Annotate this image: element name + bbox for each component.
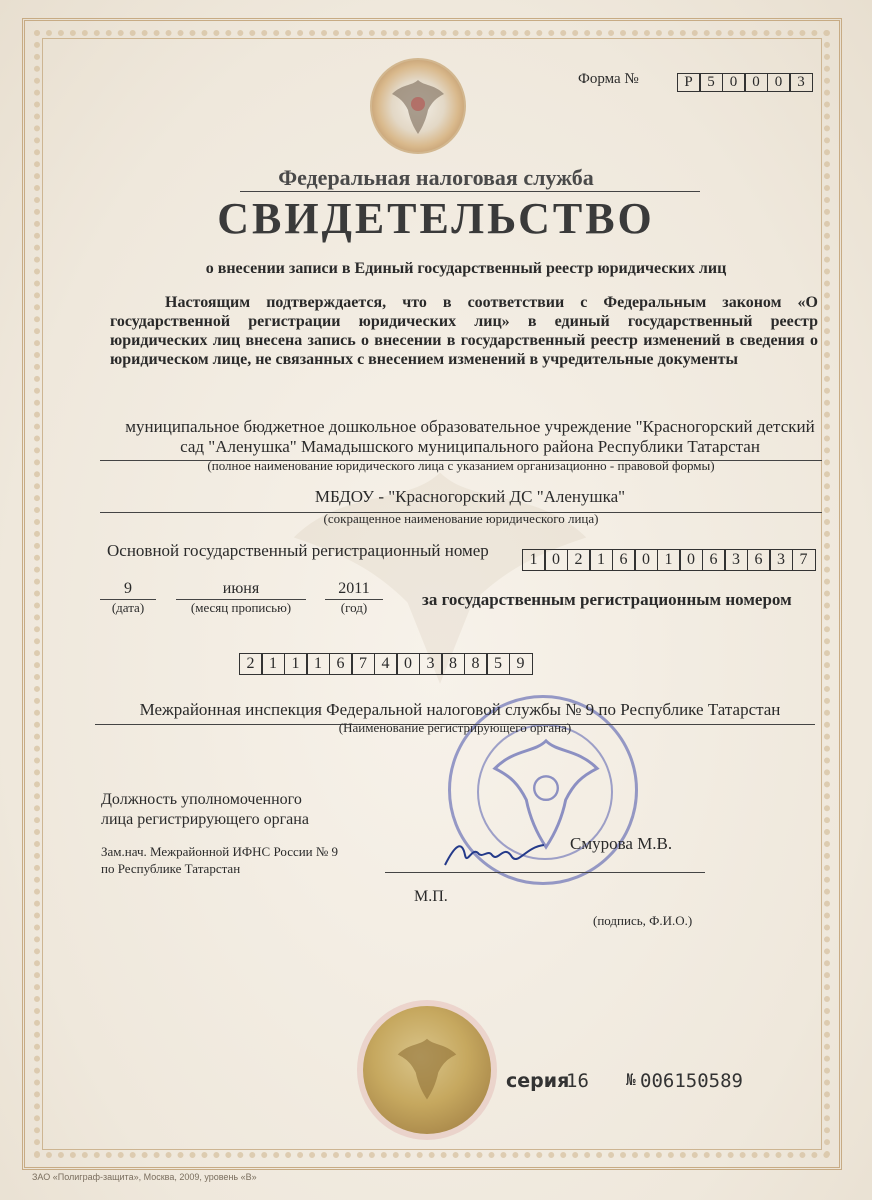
form-code-cell: 5	[699, 73, 723, 92]
ogrn-digit: 0	[634, 549, 658, 571]
ogrn-digit: 0	[679, 549, 703, 571]
reg-number-label: за государственным регистрационным номером	[422, 590, 792, 609]
grn-digit: 5	[486, 653, 510, 675]
ogrn-digit: 1	[589, 549, 613, 571]
date-year: 2011	[338, 580, 370, 597]
signatory-position-line: по Республике Татарстан	[101, 861, 241, 876]
grn-digit: 0	[396, 653, 420, 675]
handwritten-signature-icon	[440, 835, 550, 875]
grn-digit: 2	[239, 653, 263, 675]
grn-digit: 3	[419, 653, 443, 675]
ogrn-digit: 6	[702, 549, 726, 571]
statement-paragraph: Настоящим подтверждается, что в соответствии с Федеральным законом «О государственной регистрации юридических лиц» в единый государственный реестр юридических лиц внесена запись о внесении в государственный реестр изменений в сведения о юридическом лице, не связанных с внесением изменений в учредительные документы	[110, 294, 818, 368]
ogrn-digit: 2	[567, 549, 591, 571]
form-code-cell: 0	[767, 73, 791, 92]
ogrn-label: Основной государственный регистрационный номер	[107, 541, 489, 560]
gold-seal	[363, 1006, 491, 1134]
ogrn-boxes	[523, 549, 816, 571]
grn-boxes	[240, 653, 533, 675]
authority-caption: (Наименование регистрирующего органа)	[338, 720, 572, 735]
ogrn-digit: 6	[612, 549, 636, 571]
grn-digit: 4	[374, 653, 398, 675]
hologram-emblem-icon	[370, 58, 466, 154]
form-code-cell: 3	[789, 73, 813, 92]
form-code-cell: 0	[722, 73, 746, 92]
document-subtitle: о внесении записи в Единый государственный реестр юридических лиц	[205, 260, 727, 277]
form-code-cell: Р	[677, 73, 701, 92]
grn-digit: 8	[441, 653, 465, 675]
ogrn-digit: 7	[792, 549, 816, 571]
position-label-line: лица регистрирующего органа	[101, 811, 309, 828]
ogrn-digit: 1	[522, 549, 546, 571]
date-day: 9	[124, 580, 132, 597]
ogrn-digit: 3	[724, 549, 748, 571]
signature-line	[385, 872, 705, 873]
divider	[240, 191, 700, 192]
seal-eagle-icon	[393, 1032, 461, 1104]
grn-digit: 8	[464, 653, 488, 675]
grn-digit: 1	[306, 653, 330, 675]
date-month: июня	[222, 580, 260, 597]
document-title: СВИДЕТЕЛЬСТВО	[217, 194, 655, 243]
form-label: Форма №	[578, 71, 639, 87]
ogrn-digit: 0	[544, 549, 568, 571]
date-year-caption: (год)	[340, 600, 368, 615]
seal-place-label: М.П.	[414, 888, 448, 905]
blank-number: 006150589	[640, 1070, 743, 1092]
signatory-position-line: Зам.нач. Межрайонной ИФНС России № 9	[101, 844, 339, 859]
authority-name: Межрайонная инспекция Федеральной налоговой службы № 9 по Республике Татарстан	[139, 700, 781, 719]
grn-digit: 1	[261, 653, 285, 675]
issuing-service: Федеральная налоговая служба	[278, 165, 594, 190]
grn-digit: 1	[284, 653, 308, 675]
signatory-position	[101, 843, 338, 877]
form-code-cell: 0	[744, 73, 768, 92]
date-month-caption: (месяц прописью)	[190, 600, 292, 615]
ogrn-digit: 1	[657, 549, 681, 571]
entity-full-name: муниципальное бюджетное дошкольное образовательное учреждение "Красногорский детский сад "Аленушка" Мамадышского муниципального района Республики Татарстан	[125, 417, 815, 456]
entity-short-name: МБДОУ - "Красногорский ДС "Аленушка"	[314, 487, 626, 506]
short-name-caption: (сокращенное наименование юридического лица)	[323, 511, 599, 526]
printer-imprint: ЗАО «Полиграф-защита», Москва, 2009, уровень «В»	[32, 1172, 257, 1182]
date-day-caption: (дата)	[111, 600, 145, 615]
full-name-caption: (полное наименование юридического лица с указанием организационно - правовой формы)	[207, 458, 715, 473]
signature-caption: (подпись, Ф.И.О.)	[593, 913, 693, 928]
series-value: 16	[566, 1070, 589, 1092]
grn-digit: 9	[509, 653, 533, 675]
series-label: серия	[506, 1070, 570, 1092]
position-label-line: Должность уполномоченного	[101, 791, 302, 808]
position-label	[101, 790, 309, 830]
ogrn-digit: 3	[769, 549, 793, 571]
signatory-name: Смурова М.В.	[570, 834, 673, 853]
grn-digit: 7	[351, 653, 375, 675]
number-sign: №	[626, 1070, 636, 1089]
ogrn-digit: 6	[747, 549, 771, 571]
grn-digit: 6	[329, 653, 353, 675]
form-number-boxes	[678, 73, 813, 92]
